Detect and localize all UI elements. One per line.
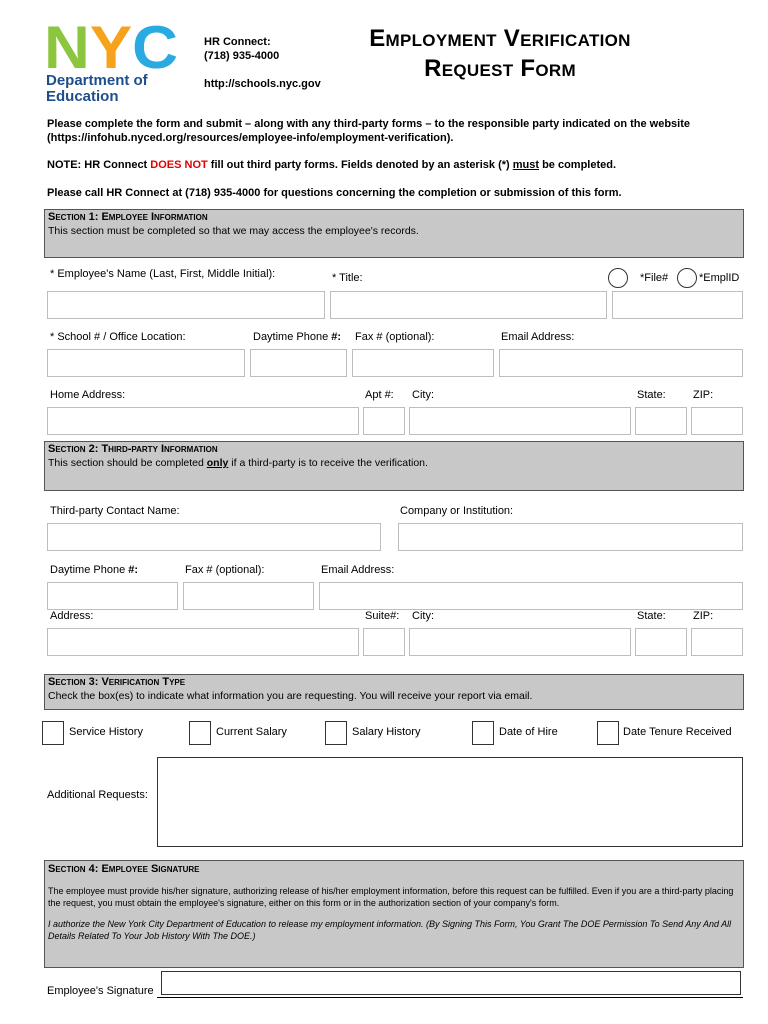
school-location-label: * School # / Office Location: [50,331,186,343]
call-instructions: Please call HR Connect at (718) 935-4000 for questions concerning the completion or submission of this form. [47,187,622,199]
tp-email-field[interactable] [319,582,743,610]
svg-text:NYC: NYC [44,20,176,72]
company-field[interactable] [398,523,743,551]
file-emplid-field[interactable] [612,291,743,319]
state-label: State: [637,389,666,401]
date-tenure-checkbox[interactable] [597,721,619,745]
tp-daytime-phone-field[interactable] [47,582,178,610]
nyc-doe-logo [44,20,180,106]
hr-connect-label: HR Connect: [204,36,271,48]
service-history-checkbox[interactable] [42,721,64,745]
service-history-label: Service History [69,726,143,738]
tp-address-label: Address: [50,610,94,622]
company-label: Company or Institution: [400,505,514,517]
fax-field[interactable] [352,349,494,377]
salary-history-checkbox[interactable] [325,721,347,745]
salary-history-label: Salary History [352,726,421,738]
third-party-contact-label: Third-party Contact Name: [50,505,180,517]
section1-header: Section 1: Employee Information This section must be completed so that we may access the employee's records. [44,209,744,258]
section3-header: Section 3: Verification Type Check the box(es) to indicate what information you are requesting. You will receive your report via email. [44,674,744,710]
city-label: City: [412,389,434,401]
hr-contact-block [204,35,321,91]
tp-state-label: State: [637,610,666,622]
nyc-logo-letters-icon [44,20,180,72]
website-link[interactable]: http://schools.nyc.gov [204,78,321,90]
zip-field[interactable] [691,407,743,435]
hr-phone: (718) 935-4000 [204,50,280,62]
suite-label: Suite#: [365,610,400,622]
section2-header: Section 2: Third-party Information This section should be completed only if a third-party is to receive the verification. [44,441,744,491]
additional-requests-textarea[interactable] [157,757,743,847]
tp-zip-field[interactable] [691,628,743,656]
suite-field[interactable] [363,628,405,656]
city-field[interactable] [409,407,631,435]
file-number-radio[interactable] [608,268,628,288]
current-salary-label: Current Salary [216,726,287,738]
tp-address-field[interactable] [47,628,359,656]
home-address-field[interactable] [47,407,359,435]
email-field[interactable] [499,349,743,377]
state-field[interactable] [635,407,687,435]
additional-requests-label: Additional Requests: [47,789,148,801]
home-address-label: Home Address: [50,389,126,401]
tp-city-label: City: [412,610,434,622]
date-tenure-label: Date Tenure Received [623,726,732,738]
instructions-text: Please complete the form and submit – along with any third-party forms – to the responsible party indicated on the website (https://infohub.nyced.org/resources/employee-info/employment-verification). [47,118,691,144]
date-of-hire-label: Date of Hire [499,726,558,738]
tp-city-field[interactable] [409,628,631,656]
file-number-label: *File# [640,272,669,284]
tp-email-label: Email Address: [321,564,395,576]
form-title: Employment Verification Request Form [369,25,631,82]
date-of-hire-checkbox[interactable] [472,721,494,745]
signature-label: Employee's Signature [47,985,154,997]
daytime-phone-field[interactable] [250,349,347,377]
zip-label: ZIP: [693,389,714,401]
tp-daytime-phone-label: Daytime Phone #: [50,564,139,576]
school-location-field[interactable] [47,349,245,377]
title-label: * Title: [332,272,363,284]
note-text: NOTE: HR Connect DOES NOT fill out third party forms. Fields denoted by an asterisk (*) must be completed. [47,159,617,171]
apt-field[interactable] [363,407,405,435]
title-field[interactable] [330,291,607,319]
section4-header: Section 4: Employee Signature The employee must provide his/her signature, authorizing release of his/her employment information, before this request can be fulfilled. Even if you are a third-party placing the request, you must obtain the employee's signature, either on this form or in the authorization section of your company's form. I authorize the New York City Department of Education to release my employment information. (By Signing This Form, You Grant The DOE Permission To Send Any And All Details Related To Your Job History With The DOE.) [44,860,744,968]
tp-state-field[interactable] [635,628,687,656]
signature-field[interactable] [161,971,741,995]
apt-label: Apt #: [365,389,394,401]
tp-fax-label: Fax # (optional): [185,564,265,576]
daytime-phone-label: Daytime Phone #: [253,331,342,343]
employee-name-field[interactable] [47,291,325,319]
third-party-contact-field[interactable] [47,523,381,551]
fax-label: Fax # (optional): [355,331,435,343]
emplid-label: *EmplID [699,272,740,284]
current-salary-checkbox[interactable] [189,721,211,745]
email-label: Email Address: [501,331,575,343]
tp-zip-label: ZIP: [693,610,714,622]
logo-department-text: Department of Education [46,72,148,105]
signature-underline [157,997,743,998]
tp-fax-field[interactable] [183,582,314,610]
employee-name-label: * Employee's Name (Last, First, Middle Initial): [50,268,276,280]
emplid-radio[interactable] [677,268,697,288]
